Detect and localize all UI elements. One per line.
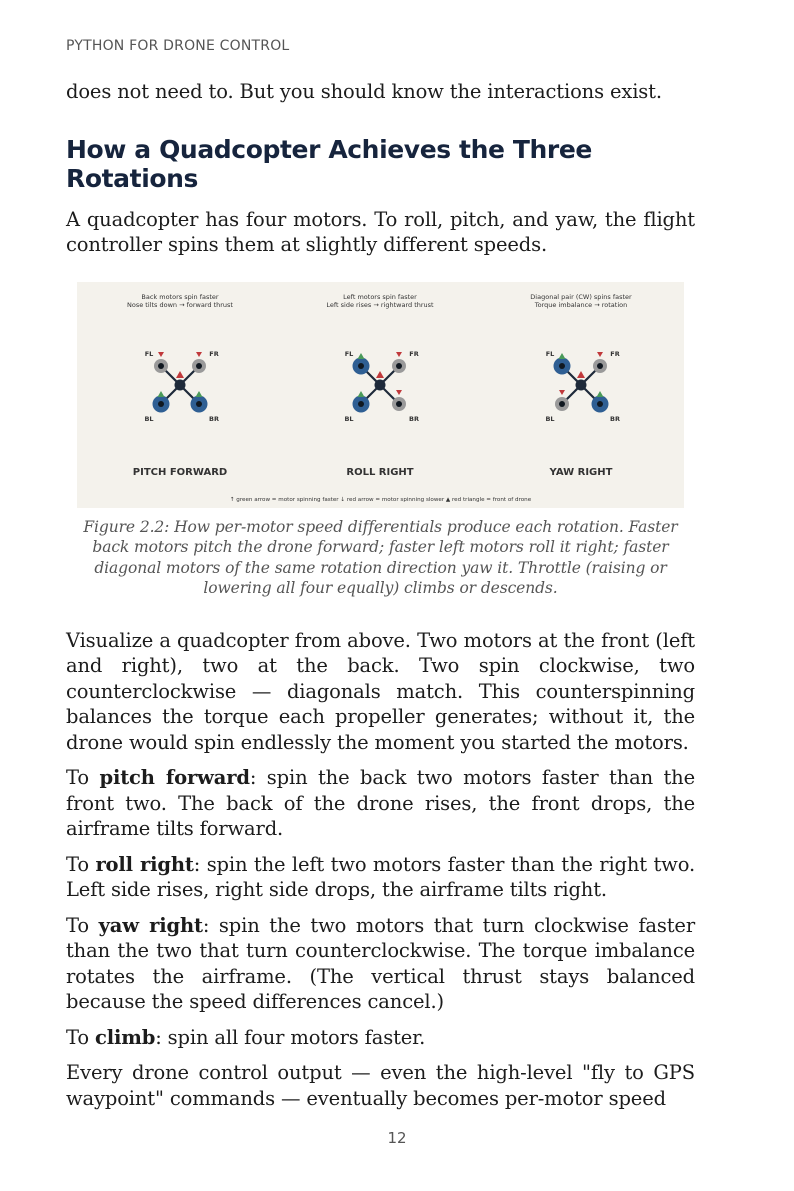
running-head: PYTHON FOR DRONE CONTROL	[66, 38, 290, 54]
paragraph-roll	[66, 852, 695, 903]
yaw-text: : spin the two motors that turn clockwise faster than the two that turn counterclockwise. The torque imbalance rotates the airframe. (The vertical thrust stays balanced because the speed differences cancel.)	[66, 913, 695, 1013]
paragraph-yaw	[66, 913, 695, 1015]
paragraph-pitch	[66, 765, 695, 842]
panel-2-caption-line2: Left side rises → rightward thrust	[326, 300, 434, 309]
figure-legend: ↑ green arrow = motor spinning faster ↓ red arrow = motor spinning slower ▲ red triangle = front of drone	[229, 496, 532, 503]
paragraph-climb	[66, 1025, 695, 1051]
panel-3-fast-arrow-fl	[559, 353, 566, 359]
panel-2-label-fl: FL	[344, 349, 354, 358]
panel-1-label-br: BR	[209, 414, 219, 423]
panel-1-front-marker	[176, 371, 184, 378]
quadcopter-figure	[77, 282, 684, 508]
opening-line: does not need to. But you should know the interactions exist.	[66, 80, 662, 103]
panel-2-hub	[375, 379, 386, 390]
panel-1-fast-arrow-br	[196, 391, 203, 397]
panel-3-label-fr: FR	[610, 349, 620, 358]
panel-3-hub	[576, 379, 587, 390]
panel-2-motor-br-hub	[396, 401, 402, 407]
pitch-pre: To	[66, 766, 100, 789]
panel-3-slow-arrow-bl	[559, 390, 565, 395]
panel-3-label-fl: FL	[545, 349, 555, 358]
panel-1-hub	[175, 379, 186, 390]
panel-2-label-fr: FR	[409, 349, 419, 358]
panel-2-front-marker	[376, 371, 384, 378]
yaw-term: yaw right	[98, 913, 203, 937]
panel-2-slow-arrow-br	[396, 390, 402, 395]
panel-1-motor-fr-hub	[196, 363, 202, 369]
section-heading: How a Quadcopter Achieves the Three Rotations	[66, 134, 592, 193]
panel-1-motor-bl-hub	[158, 401, 164, 407]
panel-1-label-fl: FL	[144, 349, 154, 358]
roll-text: : spin the left two motors faster than the right two. Left side rises, right side drops, the airframe tilts right.	[66, 852, 695, 901]
climb-text: : spin all four motors faster.	[155, 1025, 426, 1049]
panel-1-fast-arrow-bl	[158, 391, 165, 397]
panel-2-fast-arrow-fl	[358, 353, 365, 359]
roll-term: roll right	[95, 852, 194, 876]
roll-pre: To	[66, 852, 96, 876]
panel-1-motor-fl-hub	[158, 363, 164, 369]
intro-paragraph: A quadcopter has four motors. To roll, pitch, and yaw, the flight controller spins them at slightly different speeds.	[66, 207, 695, 256]
panel-2-label-bl: BL	[344, 414, 354, 423]
pitch-term: pitch forward	[99, 766, 250, 789]
panel-2-label-br: BR	[409, 414, 419, 423]
panel-1-slow-arrow-fr	[196, 352, 202, 357]
page-number: 12	[387, 1129, 407, 1147]
panel-3-slow-arrow-fr	[597, 352, 603, 357]
panel-2-motor-fl-hub	[358, 363, 364, 369]
panel-1-title: PITCH FORWARD	[132, 466, 228, 478]
panel-3-motor-bl-hub	[559, 401, 565, 407]
pitch-text: : spin the back two motors faster than the front two. The back of the drone rises, the front drops, the airframe tilts forward.	[66, 766, 695, 840]
page-body	[66, 79, 695, 1111]
panel-2-caption-line1: Left motors spin faster	[343, 292, 417, 301]
panel-3-fast-arrow-br	[597, 391, 604, 397]
figure-caption: Figure 2.2: How per-motor speed differentials produce each rotation. Faster back motors pitch the drone forward; faster left motors roll it right; faster diagonal motors of the same rotation direction yaw it. Throttle (raising or lowering all four equally) climbs or descends.	[83, 517, 678, 597]
climb-pre: To	[66, 1025, 95, 1049]
panel-1-caption-line1: Back motors spin faster	[141, 292, 219, 301]
panel-3-caption-line1: Diagonal pair (CW) spins faster	[530, 292, 632, 301]
panel-3-caption-line2: Torque imbalance → rotation	[534, 300, 628, 309]
paragraph-every-output: Every drone control output — even the high-level "fly to GPS waypoint" commands — eventually becomes per-motor speed	[66, 1061, 695, 1110]
figure-diagram	[77, 282, 684, 508]
paragraph-visualize: Visualize a quadcopter from above. Two motors at the front (left and right), two at the back. Two spin clockwise, two counterclockwise — diagonals match. This counterspinning balances the torque each propeller generates; without it, the drone would spin endlessly the moment you started the motors.	[66, 628, 695, 754]
panel-1-label-bl: BL	[144, 414, 154, 423]
panel-2-title: ROLL RIGHT	[346, 466, 414, 478]
panel-3-motor-br-hub	[597, 401, 603, 407]
panel-3-front-marker	[577, 371, 585, 378]
panel-2-motor-bl-hub	[358, 401, 364, 407]
panel-2-motor-fr-hub	[396, 363, 402, 369]
panel-1-label-fr: FR	[209, 349, 219, 358]
panel-1-motor-br-hub	[196, 401, 202, 407]
panel-1-slow-arrow-fl	[158, 352, 164, 357]
panel-3-title: YAW RIGHT	[549, 466, 613, 478]
panel-3-label-bl: BL	[545, 414, 555, 423]
yaw-pre: To	[66, 913, 99, 937]
panel-3-label-br: BR	[610, 414, 620, 423]
panel-2-fast-arrow-bl	[358, 391, 365, 397]
panel-3-motor-fl-hub	[559, 363, 565, 369]
panel-2-slow-arrow-fr	[396, 352, 402, 357]
climb-term: climb	[94, 1025, 156, 1049]
panel-3-motor-fr-hub	[597, 363, 603, 369]
panel-1-caption-line2: Nose tilts down → forward thrust	[127, 300, 233, 309]
